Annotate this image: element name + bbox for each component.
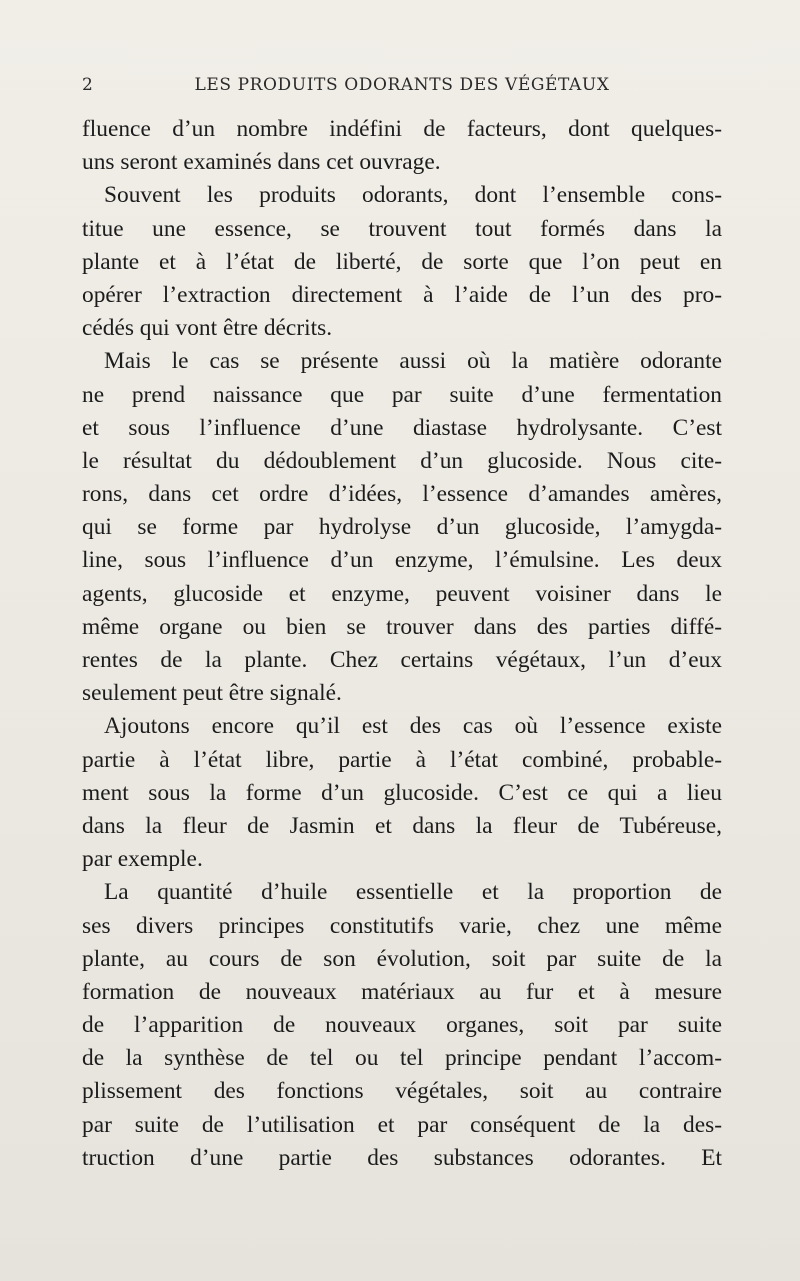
text-line: La quantité d’huile essentielle et la proportion de xyxy=(104,879,722,906)
text-line: et sous l’influence d’une diastase hydrolysante. C’est xyxy=(82,414,722,441)
page-number: 2 xyxy=(82,75,94,95)
text-line: ne prend naissance que par suite d’une fermentation xyxy=(82,381,722,408)
text-line: par suite de l’utilisation et par conséquent de la des- xyxy=(82,1111,722,1138)
text-line: qui se forme par hydrolyse d’un glucoside, l’amygda- xyxy=(82,514,722,541)
text-line: titue une essence, se trouvent tout formés dans la xyxy=(82,215,722,242)
running-head xyxy=(82,75,722,99)
text-line: de la synthèse de tel ou tel principe pendant l’accom- xyxy=(82,1045,722,1072)
text-line: seulement peut être signalé. xyxy=(82,680,342,707)
text-line: de l’apparition de nouveaux organes, soit par suite xyxy=(82,1012,722,1039)
text-line: agents, glucoside et enzyme, peuvent voisiner dans le xyxy=(82,580,722,607)
text-line: partie à l’état libre, partie à l’état combiné, probable- xyxy=(82,746,722,773)
text-line: même organe ou bien se trouver dans des parties diffé- xyxy=(82,613,722,640)
text-line: plante, au cours de son évolution, soit par suite de la xyxy=(82,945,722,972)
text-line: ses divers principes constitutifs varie, chez une même xyxy=(82,912,722,939)
text-line: truction d’une partie des substances odorantes. Et xyxy=(82,1144,722,1171)
text-line: rentes de la plante. Chez certains végétaux, l’un d’eux xyxy=(82,647,722,673)
text-line: cédés qui vont être décrits. xyxy=(82,315,333,342)
text-line: plante et à l’état de liberté, de sorte que l’on peut en xyxy=(82,248,722,275)
text-line: opérer l’extraction directement à l’aide de l’un des pro- xyxy=(82,281,722,308)
text-line: formation de nouveaux matériaux au fur et à mesure xyxy=(82,978,722,1005)
text-line: rons, dans cet ordre d’idées, l’essence d’amandes amères, xyxy=(82,481,722,508)
text-line: Souvent les produits odorants, dont l’ensemble cons- xyxy=(104,182,722,209)
text-line: fluence d’un nombre indéfini de facteurs, dont quelques- xyxy=(82,116,722,142)
running-title: LES PRODUITS ODORANTS DES VÉGÉTAUX xyxy=(194,75,610,95)
text-line: ment sous la forme d’un glucoside. C’est ce qui a lieu xyxy=(82,779,722,806)
text-line: plissement des fonctions végétales, soit au contraire xyxy=(82,1078,722,1105)
text-line: Mais le cas se présente aussi où la matière odorante xyxy=(104,348,722,375)
text-line: line, sous l’influence d’un enzyme, l’émulsine. Les deux xyxy=(82,547,722,574)
text-line: Ajoutons encore qu’il est des cas où l’essence existe xyxy=(104,713,722,740)
text-line: le résultat du dédoublement d’un glucoside. Nous cite- xyxy=(82,447,722,474)
text-line: uns seront examinés dans cet ouvrage. xyxy=(82,149,441,176)
text-line: par exemple. xyxy=(82,846,203,873)
text-line: dans la fleur de Jasmin et dans la fleur de Tubéreuse, xyxy=(82,812,722,839)
body-text xyxy=(82,113,722,1175)
